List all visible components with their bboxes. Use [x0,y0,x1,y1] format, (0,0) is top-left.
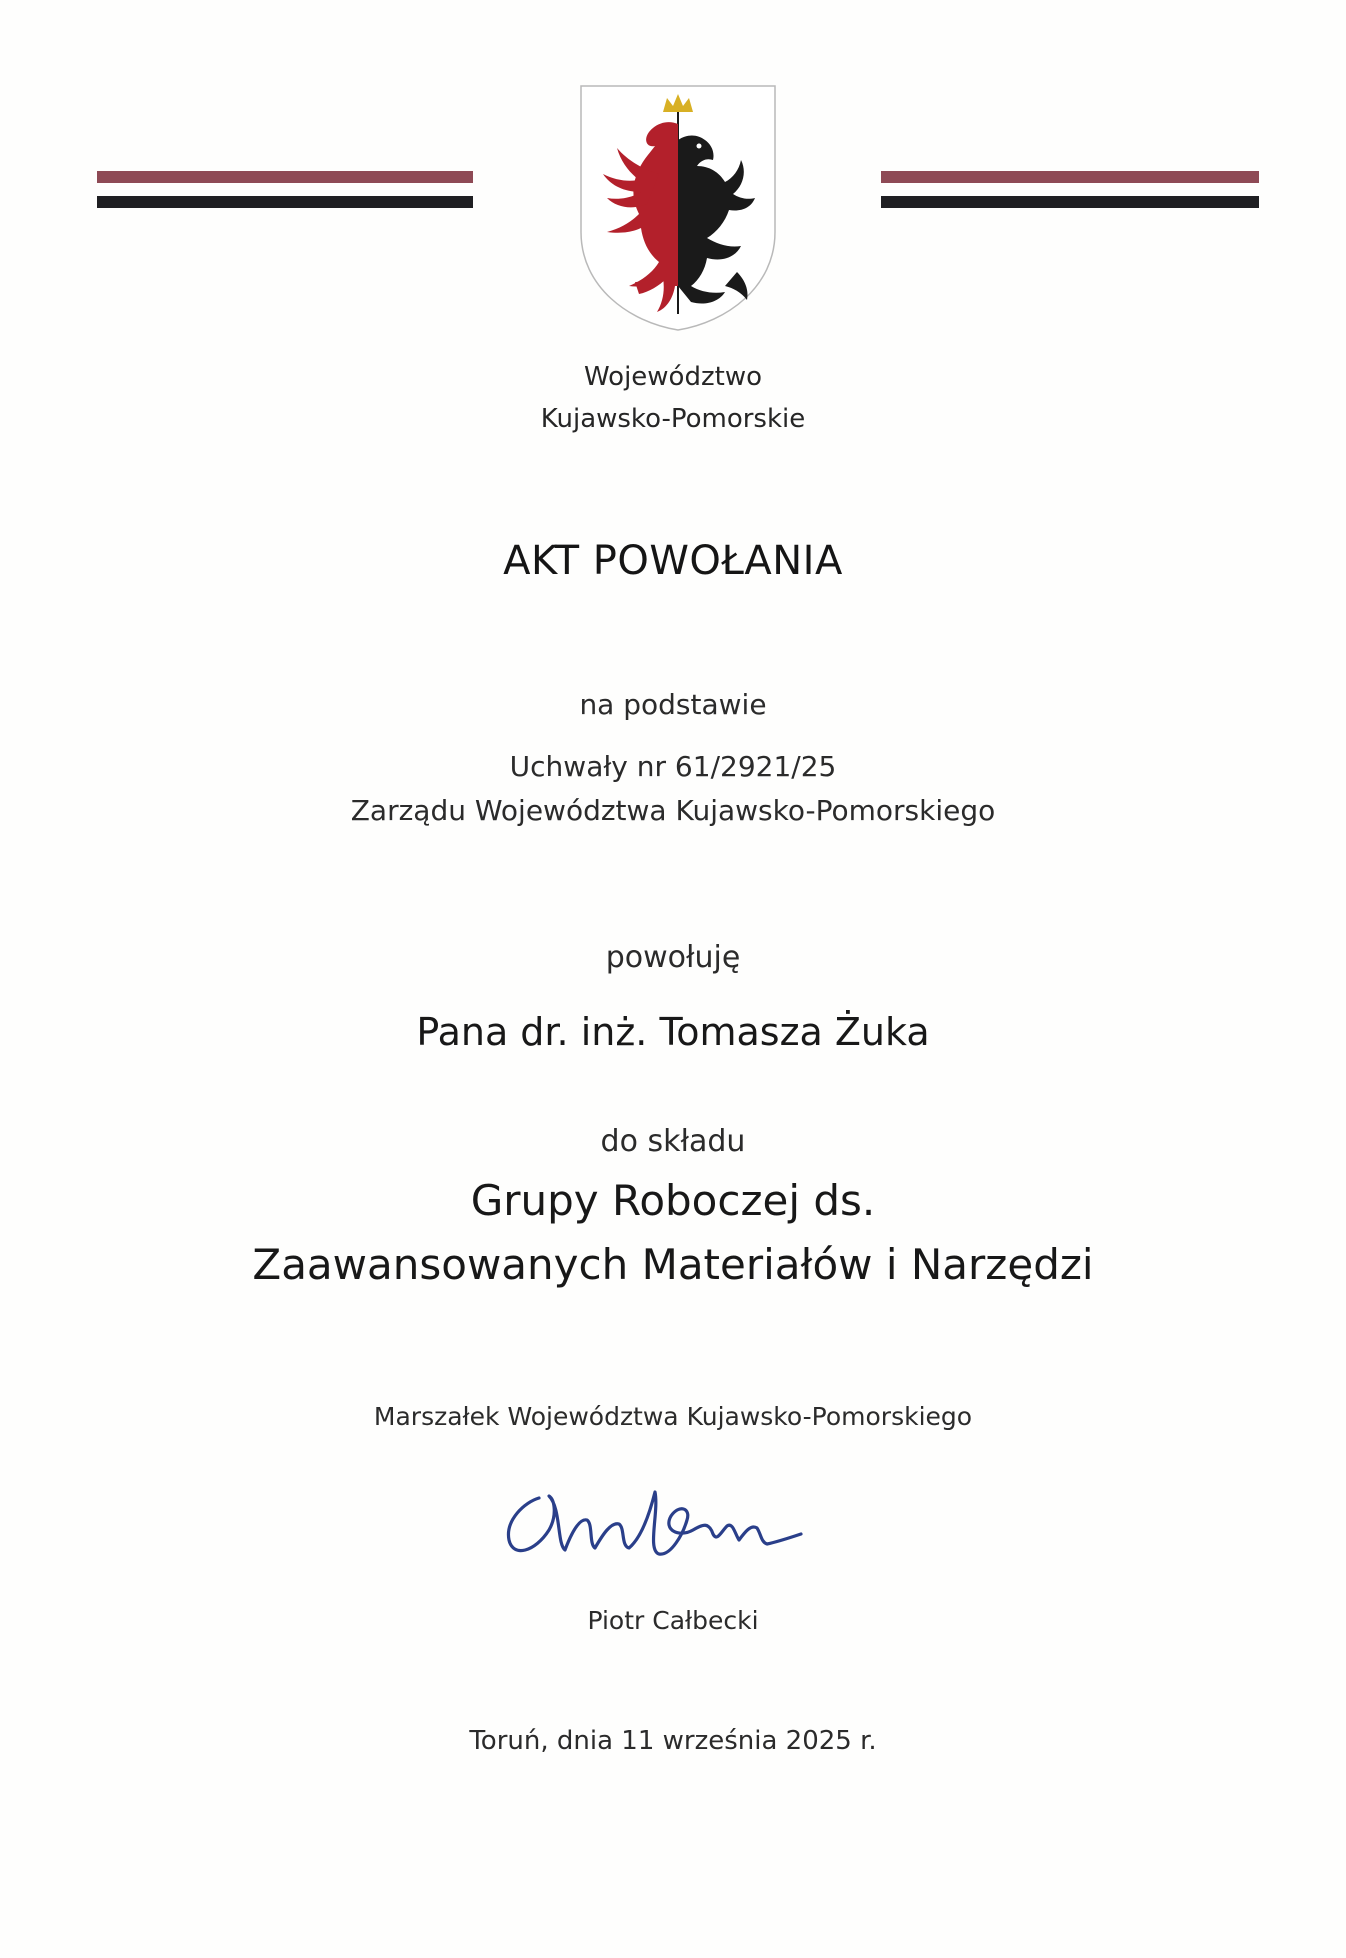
appoints-verb: powołuję [605,940,741,975]
right-dark-stripe [881,196,1259,208]
appointee-name: Pana dr. inż. Tomasza Żuka [416,1010,930,1054]
signatory-role: Marszałek Województwa Kujawsko-Pomorskiego [373,1402,973,1431]
working-group-line2: Zaawansowanych Materiałów i Narzędzi [252,1240,1094,1289]
left-dark-stripe [97,196,473,208]
left-red-stripe [97,171,473,183]
right-decorative-stripes [881,168,1259,212]
handwritten-signature [495,1468,855,1578]
resolution-number: Uchwały nr 61/2921/25 [509,750,837,783]
coat-of-arms-icon [577,82,779,334]
working-group-line1: Grupy Roboczej ds. [470,1176,876,1225]
signatory-name: Piotr Całbecki [587,1606,759,1635]
basis-intro: na podstawie [579,688,767,721]
issuing-board: Zarządu Województwa Kujawsko-Pomorskiego [350,794,996,827]
left-decorative-stripes [97,168,473,212]
into-phrase: do składu [600,1124,746,1159]
org-name-line1: Województwo [583,362,762,392]
org-name-line2: Kujawsko-Pomorskie [540,404,806,434]
right-red-stripe [881,171,1259,183]
place-and-date: Toruń, dnia 11 września 2025 r. [469,1726,877,1756]
document-title: AKT POWOŁANIA [503,538,843,584]
